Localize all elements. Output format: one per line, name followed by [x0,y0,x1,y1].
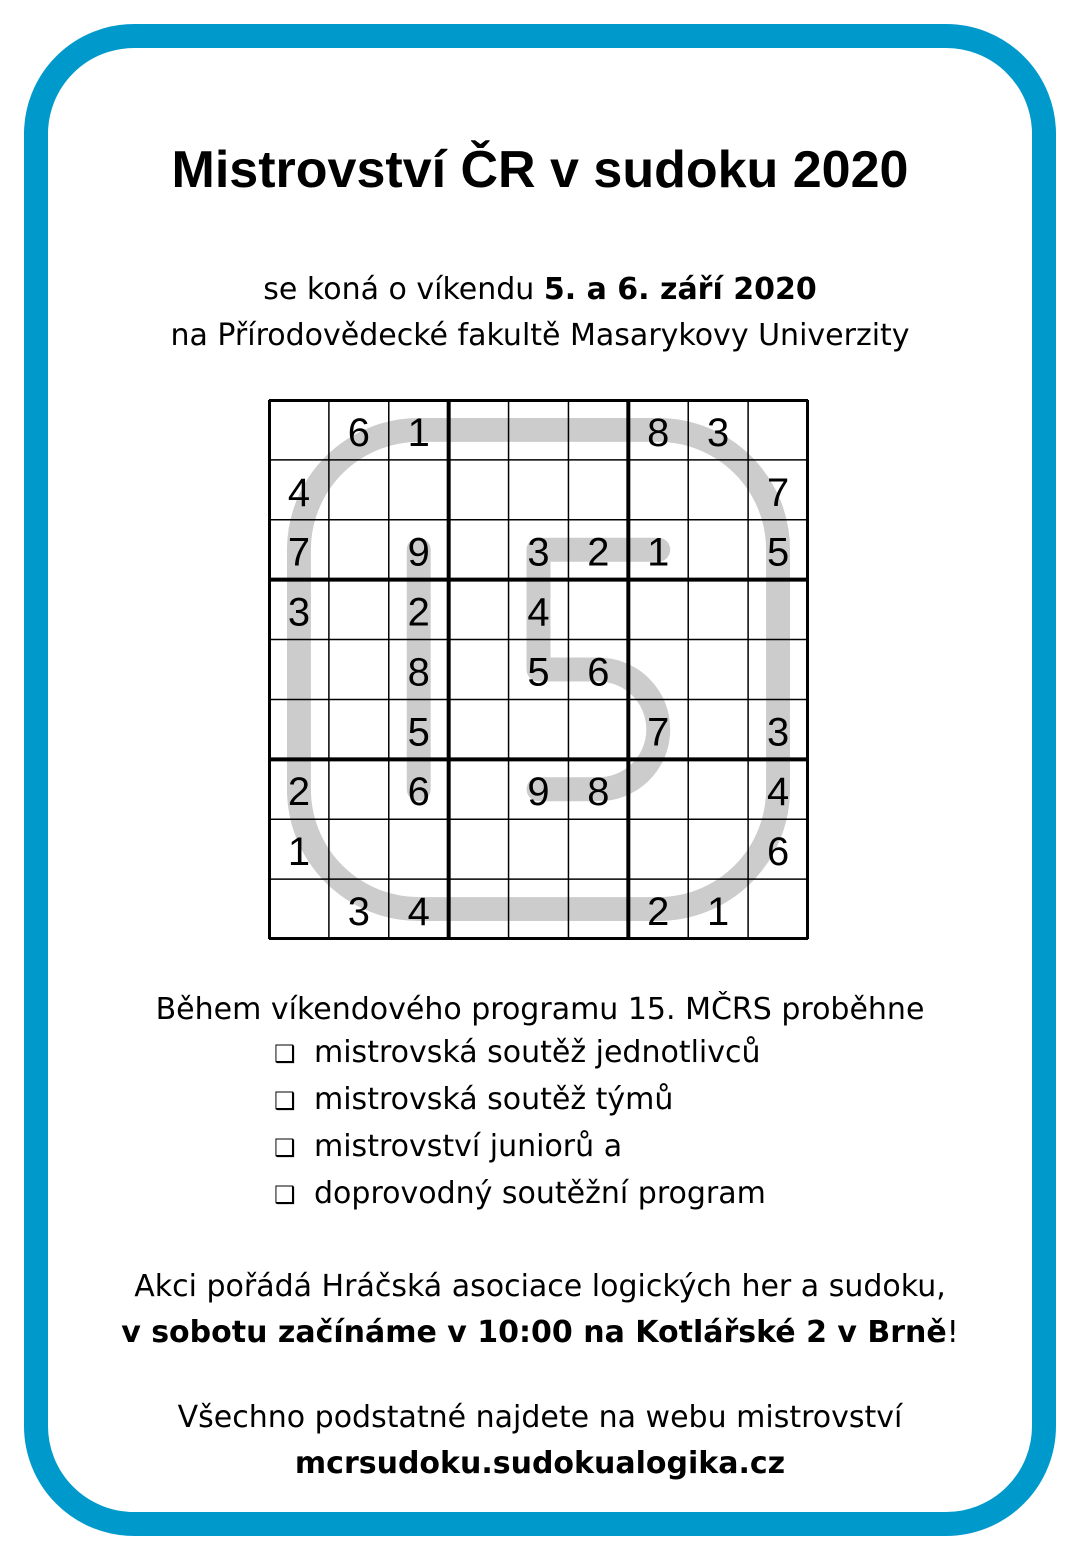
sudoku-given: 7 [766,470,790,515]
sudoku-given: 4 [527,590,550,635]
sudoku-given: 6 [347,410,370,455]
sudoku-given: 4 [287,470,311,515]
sudoku-given: 5 [766,530,790,575]
checkbox-icon: ❑ [274,1134,296,1162]
checkbox-icon: ❑ [274,1087,296,1115]
start-line [0,1315,1080,1350]
program-item [274,1082,766,1129]
sudoku-given: 1 [287,830,311,875]
sudoku-given: 9 [407,530,430,575]
sudoku-given: 3 [347,890,370,935]
checkbox-icon: ❑ [274,1181,296,1209]
sudoku-given: 1 [407,410,430,455]
sudoku-given: 6 [407,770,430,815]
sudoku-given: 8 [407,650,430,695]
program-item-label: doprovodný soutěžní program [314,1176,766,1211]
sudoku-given: 7 [647,710,670,755]
web-intro: Všechno podstatné najdete na webu mistrovství [177,1400,903,1435]
poster-title: Mistrovství ČR v sudoku 2020 [171,141,909,199]
venue-line: na Přírodovědecké fakultě Masarykovy Univerzity [170,318,910,353]
sudoku-given: 8 [647,410,670,455]
sudoku-given: 6 [766,830,790,875]
sudoku-given: 4 [766,770,790,815]
start-info: v sobotu začínáme v 10:00 na Kotlářské 2 v Brně [121,1315,947,1350]
event-date: 5. a 6. září 2020 [543,272,817,307]
sudoku-given: 3 [707,410,730,455]
sudoku-given: 2 [647,890,670,935]
program-item [274,1035,766,1082]
sudoku-given: 5 [407,710,430,755]
sudoku-given: 5 [527,650,550,695]
web-url[interactable]: mcrsudoku.sudokualogika.cz [294,1446,786,1481]
sudoku-given: 3 [287,590,311,635]
sudoku-given: 2 [287,770,311,815]
sudoku-given: 1 [707,890,730,935]
date-prefix: se koná o víkendu [263,272,544,307]
program-item-label: mistrovská soutěž jednotlivců [314,1035,761,1070]
program-item [274,1176,766,1223]
program-intro: Během víkendového programu 15. MČRS proběhne [155,992,925,1027]
sudoku-grid [268,399,809,940]
program-item-label: mistrovství juniorů a [314,1129,623,1164]
sudoku-given: 1 [647,530,670,575]
checkbox-icon: ❑ [274,1040,296,1068]
sudoku-given: 9 [527,770,550,815]
organizer-line: Akci pořádá Hráčská asociace logických her a sudoku, [134,1269,946,1304]
sudoku-given: 3 [527,530,550,575]
date-line [0,272,1080,307]
sudoku-given: 3 [766,710,790,755]
program-item [274,1129,766,1176]
sudoku-given: 8 [587,770,610,815]
sudoku-given: 6 [587,650,610,695]
sudoku-given: 2 [407,590,430,635]
sudoku-given: 4 [407,890,430,935]
sudoku-given: 7 [287,530,311,575]
start-suffix: ! [946,1315,959,1350]
program-item-label: mistrovská soutěž týmů [314,1082,674,1117]
sudoku-given: 2 [587,530,610,575]
program-list [274,1035,766,1223]
